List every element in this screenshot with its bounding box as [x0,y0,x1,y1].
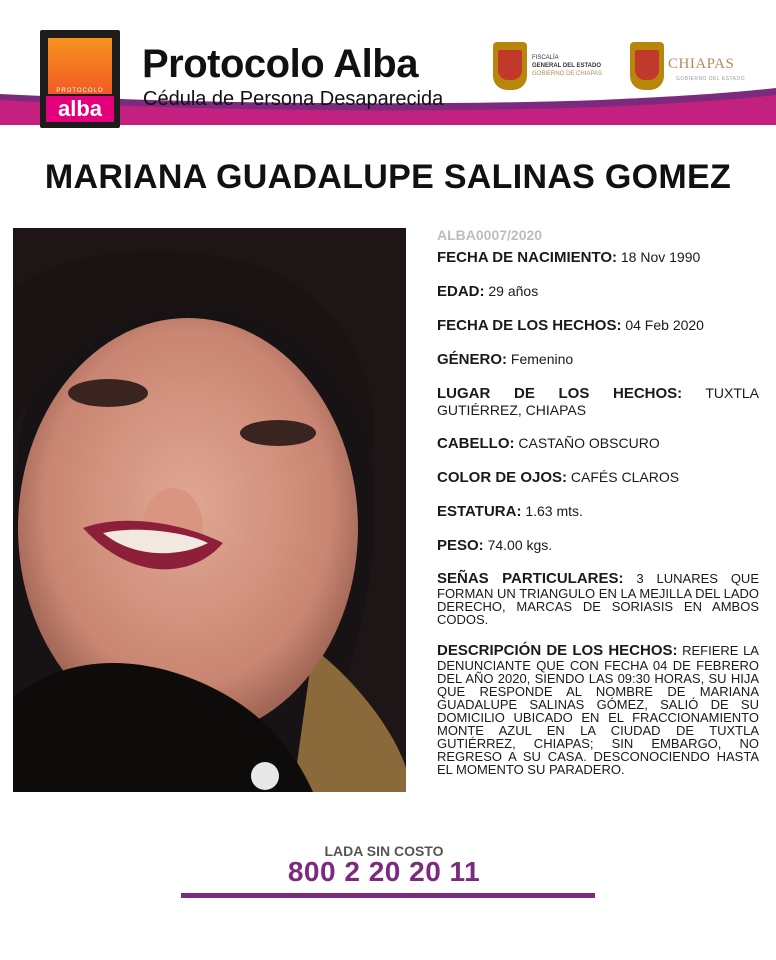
case-id: ALBA0007/2020 [437,227,543,243]
page-title: Protocolo Alba [142,42,418,86]
info-panel [437,227,759,793]
field-height: ESTATURA: 1.63 mts. [437,503,583,520]
footer-divider [181,893,595,898]
header [0,0,776,140]
lada-label: LADA SIN COSTO [324,843,444,859]
field-place: LUGAR DE LOS HECHOS: TUXTLA GUTIÉRREZ, CHIAPAS [437,385,759,418]
fiscalia-seal-icon [493,42,527,90]
page-subtitle: Cédula de Persona Desaparecida [143,88,444,110]
person-photo [13,228,406,792]
fiscalia-line1: FISCALÍA [532,55,559,61]
gobierno-logo-text: GOBIERNO DEL ESTADO [676,76,745,82]
field-hair: CABELLO: CASTAÑO OBSCURO [437,435,660,452]
field-description: DESCRIPCIÓN DE LOS HECHOS: REFIERE LA DENUNCIANTE QUE CON FECHA 04 DE FEBRERO DEL AÑO 2020, SIENDO LAS 09:30 HORAS, SU HIJA QUE RESPONDE AL NOMBRE DE MARIANA GUADALUPE SALINAS GÓMEZ, SALIÓ DE SU DOMICILIO UBICADO EN EL FRACCIONAMIENTO MONTE AZUL EN LA CIUDAD DE TUXTLA GUTIÉRREZ, CHIAPAS; SIN EMBARGO, NO REGRESO A SU CASA. DESCONOCIENDO HASTA EL MOMENTO SU PARADERO. [437,642,759,777]
logo-word: alba [46,96,114,122]
field-age: EDAD: 29 años [437,283,539,300]
person-name: MARIANA GUADALUPE SALINAS GOMEZ [44,158,732,196]
field-marks: SEÑAS PARTICULARES: 3 LUNARES QUE FORMAN UN TRIANGULO EN LA MEJILLA DEL LADO DERECHO, MARCAS DE SORIASIS EN AMBOS CODOS. [437,570,759,627]
fiscalia-line2: GENERAL DEL ESTADO [532,63,602,69]
field-weight: PESO: 74.00 kgs. [437,537,553,554]
field-gender: GÉNERO: Femenino [437,351,574,368]
phone-number[interactable]: 800 2 20 20 11 [287,856,481,887]
sun-icon [48,38,112,94]
protocolo-alba-logo [40,30,120,128]
portrait-illustration [13,228,406,792]
logo-small-text: PROTOCOLO [56,88,104,94]
field-birthdate: FECHA DE NACIMIENTO: 18 Nov 1990 [437,249,701,266]
field-event-date: FECHA DE LOS HECHOS: 04 Feb 2020 [437,317,704,334]
field-eye-color: COLOR DE OJOS: CAFÉS CLAROS [437,469,680,486]
chiapas-seal-icon [630,42,664,90]
fiscalia-line3: GOBIERNO DE CHIAPAS [532,71,602,77]
fiscalia-logo-text [532,54,602,78]
chiapas-logo-text: CHIAPAS [668,56,735,72]
